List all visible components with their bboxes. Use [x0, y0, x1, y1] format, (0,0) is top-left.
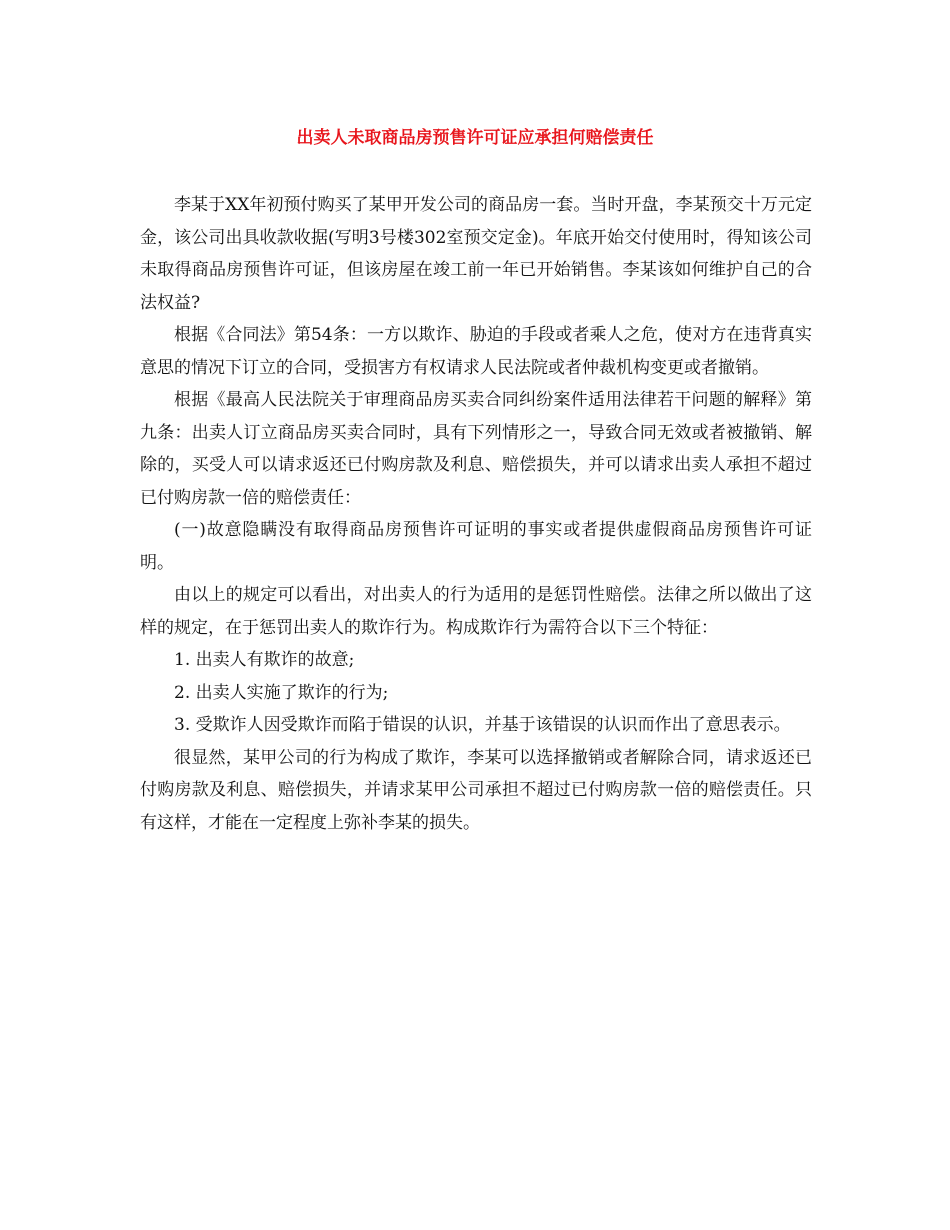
paragraph-case-facts: 李某于XX年初预付购买了某甲开发公司的商品房一套。当时开盘，李某预交十万元定金，该公司出具收款收据(写明3号楼302室预交定金)。年底开始交付使用时，得知该公司未取得商品房预售许可证，但该房屋在竣工前一年已开始销售。李某该如何维护自己的合法权益? — [140, 195, 812, 313]
paragraph-clause-one: (一)故意隐瞒没有取得商品房预售许可证明的事实或者提供虚假商品房预售许可证明。 — [140, 520, 812, 573]
paragraph-analysis: 由以上的规定可以看出，对出卖人的行为适用的是惩罚性赔偿。法律之所以做出了这样的规定，在于惩罚出卖人的欺诈行为。构成欺诈行为需符合以下三个特征： — [140, 585, 812, 638]
document-title: 出卖人未取商品房预售许可证应承担何赔偿责任 — [296, 128, 654, 148]
list-item-feature-1: 1. 出卖人有欺诈的故意; — [174, 650, 355, 670]
paragraph-conclusion: 很显然，某甲公司的行为构成了欺诈，李某可以选择撤销或者解除合同，请求返还已付购房款及利息、赔偿损失，并请求某甲公司承担不超过已付购房款一倍的赔偿责任。只有这样，才能在一定程度上弥补李某的损失。 — [140, 747, 812, 833]
list-item-feature-2: 2. 出卖人实施了欺诈的行为; — [174, 682, 389, 703]
document-body — [140, 189, 812, 839]
list-item-feature-3: 3. 受欺诈人因受欺诈而陷于错误的认识，并基于该错误的认识而作出了意思表示。 — [174, 715, 791, 735]
paragraph-judicial-interpretation: 根据《最高人民法院关于审理商品房买卖合同纠纷案件适用法律若干问题的解释》第九条：出卖人订立商品房买卖合同时，具有下列情形之一，导致合同无效或者被撤销、解除的，买受人可以请求返还已付购房款及利息、赔偿损失，并可以请求出卖人承担不超过已付购房款一倍的赔偿责任： — [140, 390, 812, 508]
paragraph-contract-law: 根据《合同法》第54条：一方以欺诈、胁迫的手段或者乘人之危，使对方在违背真实意思的情况下订立的合同，受损害方有权请求人民法院或者仲裁机构变更或者撤销。 — [140, 325, 812, 378]
